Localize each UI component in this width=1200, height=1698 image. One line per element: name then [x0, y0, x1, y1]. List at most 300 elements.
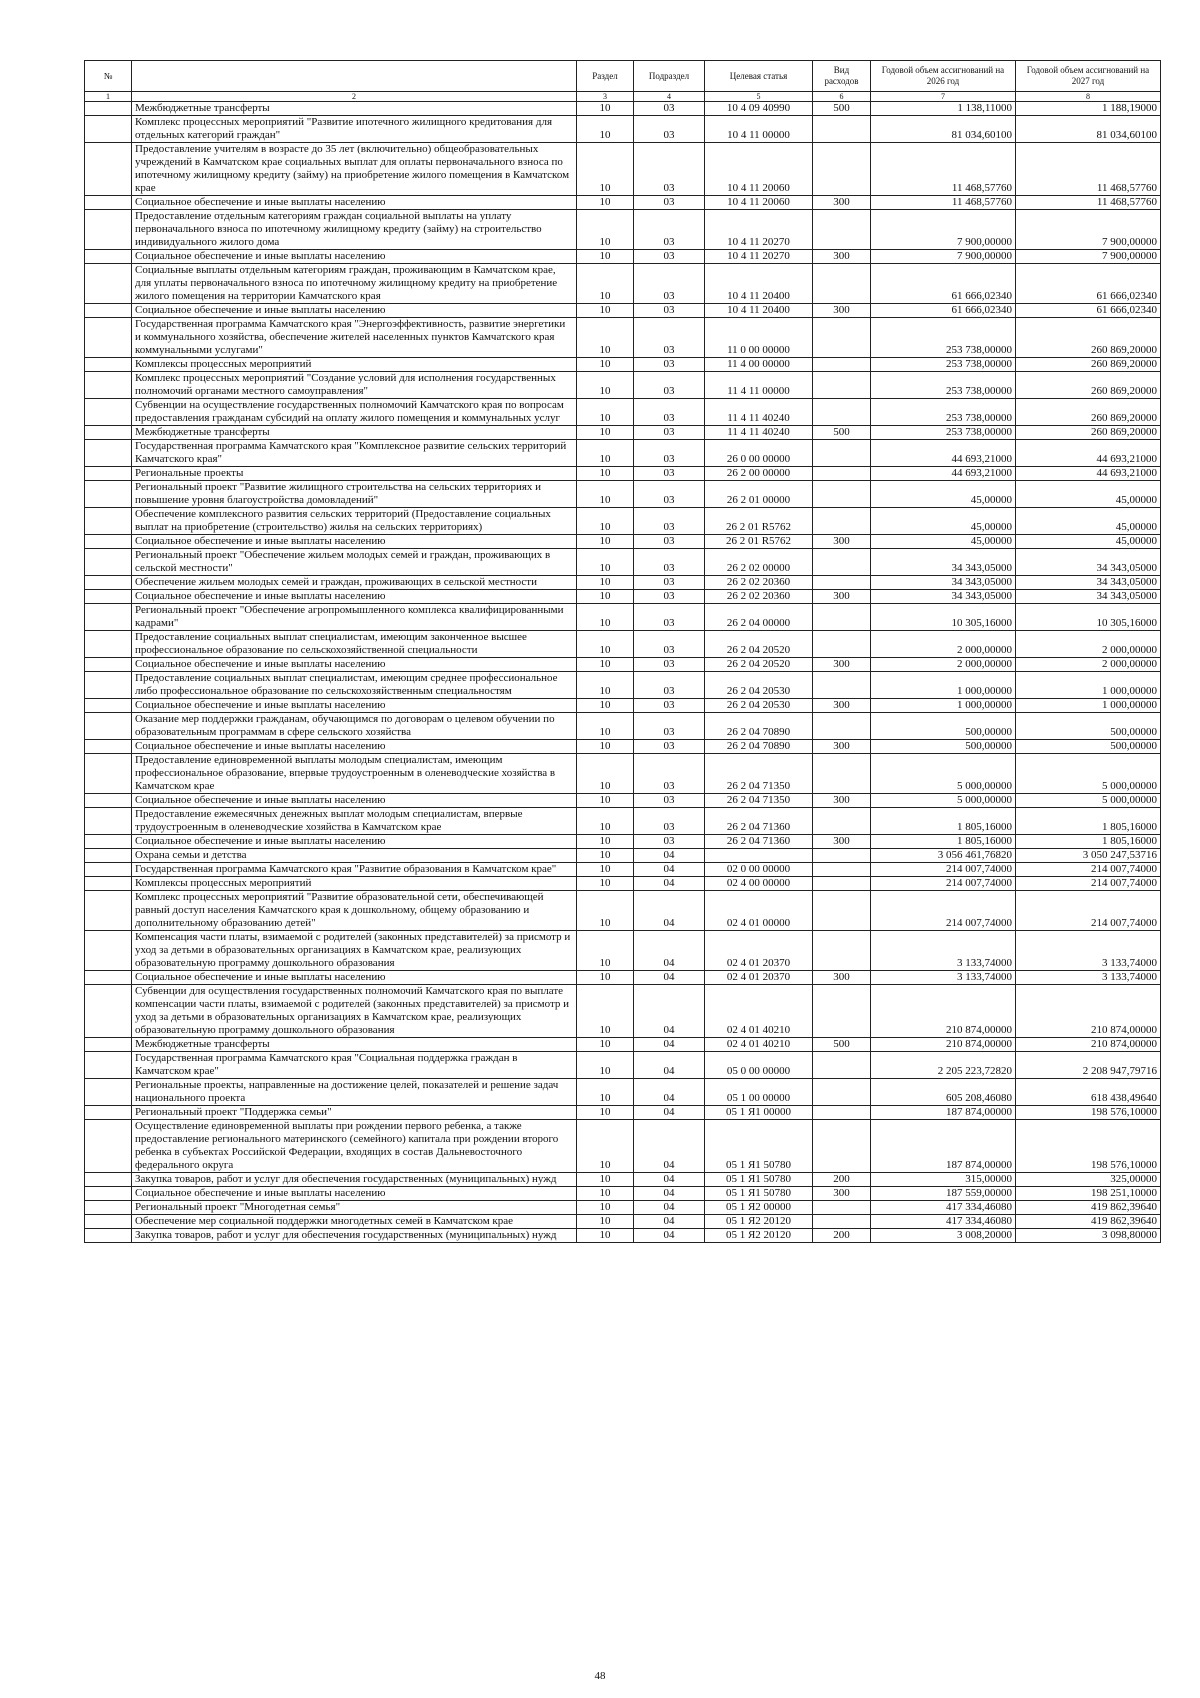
- celevaya-cell: 05 1 Я1 50780: [705, 1173, 813, 1187]
- num-cell: [85, 985, 132, 1038]
- name-cell: Региональные проекты, направленные на достижение целей, показателей и решение задач национального проекта: [132, 1079, 577, 1106]
- amount-2026-cell: 7 900,00000: [871, 210, 1016, 250]
- name-cell: Региональный проект "Многодетная семья": [132, 1201, 577, 1215]
- vid-cell: [813, 754, 871, 794]
- table-row: [85, 754, 1161, 794]
- razdel-cell: 10: [577, 1106, 634, 1120]
- podrazdel-cell: 03: [634, 604, 705, 631]
- celevaya-cell: 26 2 04 20520: [705, 658, 813, 672]
- num-cell: [85, 931, 132, 971]
- vid-cell: 200: [813, 1229, 871, 1243]
- amount-2026-cell: 44 693,21000: [871, 467, 1016, 481]
- razdel-cell: 10: [577, 576, 634, 590]
- razdel-cell: 10: [577, 426, 634, 440]
- name-cell: Социальное обеспечение и иные выплаты населению: [132, 699, 577, 713]
- vid-cell: [813, 808, 871, 835]
- amount-2026-cell: 253 738,00000: [871, 372, 1016, 399]
- razdel-cell: 10: [577, 399, 634, 426]
- table-row: [85, 318, 1161, 358]
- table-row: [85, 863, 1161, 877]
- amount-2026-cell: 214 007,74000: [871, 863, 1016, 877]
- header-year-2027: Годовой объем ассигнований на 2027 год: [1016, 61, 1161, 92]
- num-cell: [85, 1079, 132, 1106]
- podrazdel-cell: 04: [634, 1229, 705, 1243]
- podrazdel-cell: 03: [634, 535, 705, 549]
- amount-2027-cell: 2 208 947,79716: [1016, 1052, 1161, 1079]
- razdel-cell: 10: [577, 658, 634, 672]
- table-row: [85, 116, 1161, 143]
- name-cell: Предоставление социальных выплат специалистам, имеющим законченное высшее профессиональное образование по сельскохозяйственной специальности: [132, 631, 577, 658]
- name-cell: Межбюджетные трансферты: [132, 102, 577, 116]
- amount-2027-cell: 3 133,74000: [1016, 931, 1161, 971]
- celevaya-cell: 26 2 04 70890: [705, 713, 813, 740]
- amount-2026-cell: 3 056 461,76820: [871, 849, 1016, 863]
- celevaya-cell: 10 4 11 20270: [705, 250, 813, 264]
- celevaya-cell: 10 4 11 20270: [705, 210, 813, 250]
- vid-cell: [813, 372, 871, 399]
- celevaya-cell: 10 4 09 40990: [705, 102, 813, 116]
- razdel-cell: 10: [577, 508, 634, 535]
- podrazdel-cell: 03: [634, 631, 705, 658]
- amount-2026-cell: 7 900,00000: [871, 250, 1016, 264]
- podrazdel-cell: 03: [634, 116, 705, 143]
- amount-2027-cell: 210 874,00000: [1016, 985, 1161, 1038]
- header-num: №: [85, 61, 132, 92]
- podrazdel-cell: 03: [634, 372, 705, 399]
- vid-cell: 300: [813, 590, 871, 604]
- podrazdel-cell: 04: [634, 1120, 705, 1173]
- amount-2027-cell: 2 000,00000: [1016, 631, 1161, 658]
- name-cell: Субвенции на осуществление государственных полномочий Камчатского края по вопросам предоставления гражданам субсидий на оплату жилого помещения и коммунальных услуг: [132, 399, 577, 426]
- podrazdel-cell: 03: [634, 835, 705, 849]
- amount-2026-cell: 417 334,46080: [871, 1201, 1016, 1215]
- vid-cell: 500: [813, 1038, 871, 1052]
- num-cell: [85, 713, 132, 740]
- amount-2027-cell: 5 000,00000: [1016, 794, 1161, 808]
- vid-cell: [813, 358, 871, 372]
- amount-2026-cell: 1 000,00000: [871, 699, 1016, 713]
- razdel-cell: 10: [577, 590, 634, 604]
- razdel-cell: 10: [577, 143, 634, 196]
- razdel-cell: 10: [577, 672, 634, 699]
- num-cell: [85, 210, 132, 250]
- amount-2027-cell: 325,00000: [1016, 1173, 1161, 1187]
- header-podrazdel: Подраздел: [634, 61, 705, 92]
- podrazdel-cell: 03: [634, 102, 705, 116]
- num-cell: [85, 971, 132, 985]
- budget-table: [84, 60, 1161, 1243]
- razdel-cell: 10: [577, 808, 634, 835]
- table-row: [85, 1120, 1161, 1173]
- podrazdel-cell: 03: [634, 318, 705, 358]
- podrazdel-cell: 04: [634, 877, 705, 891]
- table-row: [85, 672, 1161, 699]
- razdel-cell: 10: [577, 631, 634, 658]
- amount-2026-cell: 253 738,00000: [871, 318, 1016, 358]
- podrazdel-cell: 03: [634, 467, 705, 481]
- name-cell: Закупка товаров, работ и услуг для обеспечения государственных (муниципальных) нужд: [132, 1173, 577, 1187]
- vid-cell: [813, 1120, 871, 1173]
- table-row: [85, 699, 1161, 713]
- table-row: [85, 1187, 1161, 1201]
- name-cell: Охрана семьи и детства: [132, 849, 577, 863]
- razdel-cell: 10: [577, 1215, 634, 1229]
- num-cell: [85, 1173, 132, 1187]
- vid-cell: [813, 713, 871, 740]
- num-cell: [85, 304, 132, 318]
- budget-table-sheet: [84, 60, 1160, 1243]
- amount-2027-cell: 7 900,00000: [1016, 250, 1161, 264]
- celevaya-cell: 05 1 Я2 20120: [705, 1215, 813, 1229]
- amount-2027-cell: 5 000,00000: [1016, 754, 1161, 794]
- amount-2027-cell: 10 305,16000: [1016, 604, 1161, 631]
- amount-2026-cell: 1 805,16000: [871, 835, 1016, 849]
- name-cell: Комплексы процессных мероприятий: [132, 358, 577, 372]
- vid-cell: [813, 863, 871, 877]
- vid-cell: 300: [813, 699, 871, 713]
- name-cell: Социальное обеспечение и иные выплаты населению: [132, 250, 577, 264]
- amount-2026-cell: 214 007,74000: [871, 891, 1016, 931]
- index-cell: 2: [132, 92, 577, 102]
- amount-2026-cell: 214 007,74000: [871, 877, 1016, 891]
- podrazdel-cell: 04: [634, 971, 705, 985]
- podrazdel-cell: 04: [634, 1052, 705, 1079]
- amount-2026-cell: 210 874,00000: [871, 1038, 1016, 1052]
- num-cell: [85, 467, 132, 481]
- razdel-cell: 10: [577, 1079, 634, 1106]
- celevaya-cell: 26 2 01 R5762: [705, 535, 813, 549]
- header-vid-rashodov: Вид расходов: [813, 61, 871, 92]
- celevaya-cell: 02 4 01 00000: [705, 891, 813, 931]
- amount-2026-cell: 2 205 223,72820: [871, 1052, 1016, 1079]
- index-cell: 6: [813, 92, 871, 102]
- vid-cell: 300: [813, 250, 871, 264]
- celevaya-cell: 10 4 11 20060: [705, 196, 813, 210]
- celevaya-cell: 26 2 04 00000: [705, 604, 813, 631]
- vid-cell: 300: [813, 1187, 871, 1201]
- razdel-cell: 10: [577, 318, 634, 358]
- razdel-cell: 10: [577, 877, 634, 891]
- amount-2026-cell: 417 334,46080: [871, 1215, 1016, 1229]
- vid-cell: [813, 1052, 871, 1079]
- amount-2026-cell: 11 468,57760: [871, 196, 1016, 210]
- name-cell: Социальное обеспечение и иные выплаты населению: [132, 590, 577, 604]
- amount-2026-cell: 2 000,00000: [871, 658, 1016, 672]
- podrazdel-cell: 03: [634, 304, 705, 318]
- amount-2026-cell: 253 738,00000: [871, 426, 1016, 440]
- table-row: [85, 877, 1161, 891]
- name-cell: Межбюджетные трансферты: [132, 426, 577, 440]
- amount-2026-cell: 500,00000: [871, 740, 1016, 754]
- table-row: [85, 1173, 1161, 1187]
- podrazdel-cell: 04: [634, 1038, 705, 1052]
- name-cell: Государственная программа Камчатского края "Энергоэффективность, развитие энергетики и коммунального хозяйства, обеспечение жителей населенных пунктов Камчатского края коммунальными услугами": [132, 318, 577, 358]
- table-row: [85, 891, 1161, 931]
- vid-cell: 300: [813, 794, 871, 808]
- vid-cell: 300: [813, 196, 871, 210]
- razdel-cell: 10: [577, 849, 634, 863]
- vid-cell: [813, 440, 871, 467]
- table-row: [85, 196, 1161, 210]
- amount-2027-cell: 419 862,39640: [1016, 1201, 1161, 1215]
- vid-cell: [813, 210, 871, 250]
- celevaya-cell: 02 4 01 20370: [705, 971, 813, 985]
- num-cell: [85, 440, 132, 467]
- name-cell: Социальное обеспечение и иные выплаты населению: [132, 535, 577, 549]
- table-body: [85, 102, 1161, 1243]
- name-cell: Государственная программа Камчатского края "Комплексное развитие сельских территорий Камчатского края": [132, 440, 577, 467]
- index-cell: 5: [705, 92, 813, 102]
- celevaya-cell: 02 4 01 40210: [705, 985, 813, 1038]
- table-row: [85, 835, 1161, 849]
- amount-2027-cell: 1 000,00000: [1016, 672, 1161, 699]
- table-row: [85, 250, 1161, 264]
- num-cell: [85, 1106, 132, 1120]
- num-cell: [85, 102, 132, 116]
- num-cell: [85, 116, 132, 143]
- celevaya-cell: 05 1 Я2 20120: [705, 1229, 813, 1243]
- razdel-cell: 10: [577, 713, 634, 740]
- table-row: [85, 508, 1161, 535]
- table-row: [85, 713, 1161, 740]
- amount-2026-cell: 210 874,00000: [871, 985, 1016, 1038]
- num-cell: [85, 699, 132, 713]
- num-cell: [85, 1120, 132, 1173]
- celevaya-cell: 10 4 11 20060: [705, 143, 813, 196]
- table-row: [85, 971, 1161, 985]
- vid-cell: [813, 1215, 871, 1229]
- table-row: [85, 102, 1161, 116]
- name-cell: Межбюджетные трансферты: [132, 1038, 577, 1052]
- razdel-cell: 10: [577, 604, 634, 631]
- amount-2027-cell: 61 666,02340: [1016, 304, 1161, 318]
- num-cell: [85, 863, 132, 877]
- amount-2027-cell: 2 000,00000: [1016, 658, 1161, 672]
- amount-2026-cell: 11 468,57760: [871, 143, 1016, 196]
- num-cell: [85, 576, 132, 590]
- celevaya-cell: 02 4 01 40210: [705, 1038, 813, 1052]
- podrazdel-cell: 03: [634, 713, 705, 740]
- header-celevaya-statya: Целевая статья: [705, 61, 813, 92]
- name-cell: Обеспечение мер социальной поддержки многодетных семей в Камчатском крае: [132, 1215, 577, 1229]
- razdel-cell: 10: [577, 358, 634, 372]
- vid-cell: [813, 1106, 871, 1120]
- amount-2026-cell: 187 559,00000: [871, 1187, 1016, 1201]
- celevaya-cell: 10 4 11 20400: [705, 304, 813, 318]
- podrazdel-cell: 03: [634, 794, 705, 808]
- amount-2027-cell: 198 251,10000: [1016, 1187, 1161, 1201]
- razdel-cell: 10: [577, 549, 634, 576]
- name-cell: Обеспечение комплексного развития сельских территорий (Предоставление социальных выплат на приобретение (строительство) жилья на сельских территориях): [132, 508, 577, 535]
- vid-cell: 300: [813, 971, 871, 985]
- amount-2026-cell: 253 738,00000: [871, 399, 1016, 426]
- celevaya-cell: 26 2 00 00000: [705, 467, 813, 481]
- name-cell: Региональные проекты: [132, 467, 577, 481]
- amount-2026-cell: 10 305,16000: [871, 604, 1016, 631]
- num-cell: [85, 754, 132, 794]
- razdel-cell: 10: [577, 971, 634, 985]
- razdel-cell: 10: [577, 1187, 634, 1201]
- name-cell: Оказание мер поддержки гражданам, обучающимся по договорам о целевом обучении по образовательным программам в сфере сельского хозяйства: [132, 713, 577, 740]
- num-cell: [85, 481, 132, 508]
- podrazdel-cell: 03: [634, 210, 705, 250]
- header-year-2026: Годовой объем ассигнований на 2026 год: [871, 61, 1016, 92]
- table-row: [85, 576, 1161, 590]
- celevaya-cell: 26 2 04 70890: [705, 740, 813, 754]
- amount-2027-cell: 34 343,05000: [1016, 576, 1161, 590]
- celevaya-cell: 26 2 04 71350: [705, 794, 813, 808]
- num-cell: [85, 590, 132, 604]
- num-cell: [85, 849, 132, 863]
- table-row: [85, 931, 1161, 971]
- vid-cell: 300: [813, 835, 871, 849]
- amount-2027-cell: 1 805,16000: [1016, 835, 1161, 849]
- table-row: [85, 1038, 1161, 1052]
- name-cell: Социальные выплаты отдельным категориям граждан, проживающим в Камчатском крае, для уплаты первоначального взноса по ипотечному жилищному кредиту на приобретение жилого помещения на территории Камчатского края: [132, 264, 577, 304]
- name-cell: Комплекс процессных мероприятий "Развитие образовательной сети, обеспечивающей равный доступ населения Камчатского края к дошкольному, общему образованию и дополнительному образованию детей": [132, 891, 577, 931]
- celevaya-cell: 10 4 11 00000: [705, 116, 813, 143]
- table-row: [85, 264, 1161, 304]
- celevaya-cell: 26 2 02 20360: [705, 590, 813, 604]
- num-cell: [85, 604, 132, 631]
- num-cell: [85, 631, 132, 658]
- podrazdel-cell: 04: [634, 1215, 705, 1229]
- vid-cell: [813, 549, 871, 576]
- amount-2026-cell: 61 666,02340: [871, 264, 1016, 304]
- podrazdel-cell: 03: [634, 358, 705, 372]
- name-cell: Социальное обеспечение и иные выплаты населению: [132, 658, 577, 672]
- razdel-cell: 10: [577, 1229, 634, 1243]
- name-cell: Региональный проект "Поддержка семьи": [132, 1106, 577, 1120]
- num-cell: [85, 358, 132, 372]
- vid-cell: [813, 481, 871, 508]
- amount-2027-cell: 198 576,10000: [1016, 1106, 1161, 1120]
- vid-cell: [813, 849, 871, 863]
- podrazdel-cell: 03: [634, 440, 705, 467]
- celevaya-cell: 26 2 04 71350: [705, 754, 813, 794]
- num-cell: [85, 143, 132, 196]
- table-row: [85, 399, 1161, 426]
- celevaya-cell: 26 2 04 71360: [705, 808, 813, 835]
- amount-2027-cell: 11 468,57760: [1016, 196, 1161, 210]
- index-cell: 1: [85, 92, 132, 102]
- name-cell: Обеспечение жильем молодых семей и граждан, проживающих в сельской местности: [132, 576, 577, 590]
- razdel-cell: 10: [577, 985, 634, 1038]
- amount-2027-cell: 45,00000: [1016, 508, 1161, 535]
- amount-2026-cell: 253 738,00000: [871, 358, 1016, 372]
- vid-cell: [813, 143, 871, 196]
- amount-2026-cell: 3 008,20000: [871, 1229, 1016, 1243]
- table-row: [85, 440, 1161, 467]
- amount-2027-cell: 260 869,20000: [1016, 372, 1161, 399]
- amount-2026-cell: 1 000,00000: [871, 672, 1016, 699]
- amount-2026-cell: 5 000,00000: [871, 794, 1016, 808]
- name-cell: Государственная программа Камчатского края "Развитие образования в Камчатском крае": [132, 863, 577, 877]
- celevaya-cell: 26 2 04 20520: [705, 631, 813, 658]
- vid-cell: [813, 318, 871, 358]
- celevaya-cell: 02 4 00 00000: [705, 877, 813, 891]
- amount-2027-cell: 44 693,21000: [1016, 440, 1161, 467]
- podrazdel-cell: 04: [634, 1201, 705, 1215]
- celevaya-cell: 26 2 04 20530: [705, 699, 813, 713]
- podrazdel-cell: 04: [634, 985, 705, 1038]
- amount-2027-cell: 81 034,60100: [1016, 116, 1161, 143]
- num-cell: [85, 740, 132, 754]
- num-cell: [85, 794, 132, 808]
- table-row: [85, 1052, 1161, 1079]
- num-cell: [85, 672, 132, 699]
- name-cell: Закупка товаров, работ и услуг для обеспечения государственных (муниципальных) нужд: [132, 1229, 577, 1243]
- celevaya-cell: 05 0 00 00000: [705, 1052, 813, 1079]
- amount-2026-cell: 45,00000: [871, 535, 1016, 549]
- amount-2026-cell: 45,00000: [871, 481, 1016, 508]
- index-cell: 3: [577, 92, 634, 102]
- razdel-cell: 10: [577, 794, 634, 808]
- index-cell: 8: [1016, 92, 1161, 102]
- name-cell: Региональный проект "Обеспечение жильем молодых семей и граждан, проживающих в сельской местности": [132, 549, 577, 576]
- table-row: [85, 1079, 1161, 1106]
- table-row: [85, 658, 1161, 672]
- amount-2027-cell: 618 438,49640: [1016, 1079, 1161, 1106]
- num-cell: [85, 372, 132, 399]
- vid-cell: 300: [813, 535, 871, 549]
- amount-2027-cell: 1 805,16000: [1016, 808, 1161, 835]
- vid-cell: [813, 576, 871, 590]
- celevaya-cell: 26 0 00 00000: [705, 440, 813, 467]
- razdel-cell: 10: [577, 481, 634, 508]
- razdel-cell: 10: [577, 699, 634, 713]
- podrazdel-cell: 03: [634, 590, 705, 604]
- num-cell: [85, 1201, 132, 1215]
- table-row: [85, 985, 1161, 1038]
- celevaya-cell: 05 1 00 00000: [705, 1079, 813, 1106]
- amount-2027-cell: 214 007,74000: [1016, 863, 1161, 877]
- celevaya-cell: 11 4 00 00000: [705, 358, 813, 372]
- vid-cell: [813, 877, 871, 891]
- name-cell: Социальное обеспечение и иные выплаты населению: [132, 1187, 577, 1201]
- celevaya-cell: 11 4 11 00000: [705, 372, 813, 399]
- amount-2027-cell: 34 343,05000: [1016, 590, 1161, 604]
- amount-2027-cell: 34 343,05000: [1016, 549, 1161, 576]
- vid-cell: [813, 672, 871, 699]
- podrazdel-cell: 04: [634, 931, 705, 971]
- vid-cell: [813, 931, 871, 971]
- name-cell: Субвенции для осуществления государственных полномочий Камчатского края по выплате компенсации части платы, взимаемой с родителей (законных представителей) за присмотр и уход за детьми в образовательных организациях в Камчатском крае, реализующих образовательную программу дошкольного образования: [132, 985, 577, 1038]
- header-name: [132, 61, 577, 92]
- num-cell: [85, 399, 132, 426]
- num-cell: [85, 808, 132, 835]
- podrazdel-cell: 03: [634, 264, 705, 304]
- num-cell: [85, 250, 132, 264]
- amount-2026-cell: 34 343,05000: [871, 576, 1016, 590]
- name-cell: Компенсация части платы, взимаемой с родителей (законных представителей) за присмотр и уход за детьми в образовательных организациях в Камчатском крае, реализующих образовательную программу дошкольного образования: [132, 931, 577, 971]
- num-cell: [85, 658, 132, 672]
- amount-2027-cell: 1 188,19000: [1016, 102, 1161, 116]
- vid-cell: 300: [813, 304, 871, 318]
- razdel-cell: 10: [577, 754, 634, 794]
- name-cell: Социальное обеспечение и иные выплаты населению: [132, 794, 577, 808]
- table-row: [85, 143, 1161, 196]
- vid-cell: [813, 508, 871, 535]
- podrazdel-cell: 03: [634, 576, 705, 590]
- name-cell: Предоставление социальных выплат специалистам, имеющим среднее профессиональное либо профессиональное образование по сельскохозяйственным специальностям: [132, 672, 577, 699]
- podrazdel-cell: 03: [634, 549, 705, 576]
- vid-cell: [813, 1079, 871, 1106]
- amount-2026-cell: 3 133,74000: [871, 931, 1016, 971]
- amount-2027-cell: 214 007,74000: [1016, 891, 1161, 931]
- num-cell: [85, 508, 132, 535]
- amount-2026-cell: 34 343,05000: [871, 590, 1016, 604]
